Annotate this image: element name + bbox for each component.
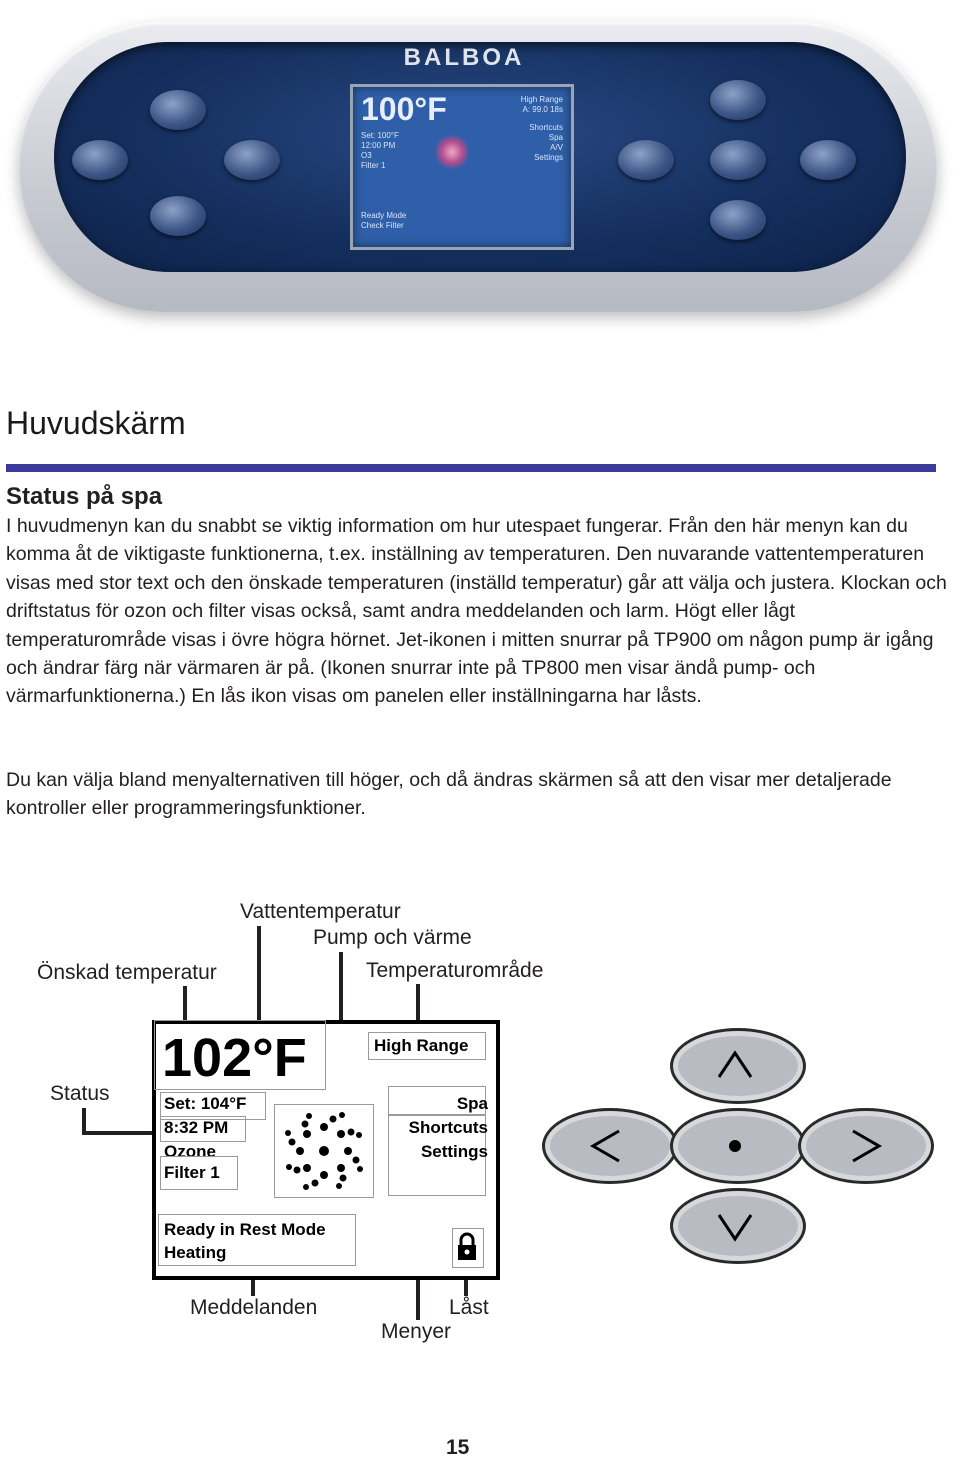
screen-range: High Range (374, 1036, 469, 1055)
section-heading: Status på spa (6, 483, 163, 510)
callout-status: Status (50, 1082, 110, 1105)
select-button[interactable] (670, 1108, 806, 1184)
control-panel-photo (0, 0, 960, 330)
screen-message-1: Ready in Rest Mode (164, 1220, 326, 1239)
lcd-left-info: Set: 100°F 12:00 PM O3 Filter 1 (361, 131, 399, 170)
left-button[interactable] (542, 1108, 678, 1184)
page-title: Huvudskärm (6, 405, 186, 441)
panel-button-left-2 (224, 140, 280, 180)
screen-temperature: 102°F (162, 1028, 307, 1088)
panel-button-down (710, 200, 766, 240)
chevron-up-icon (673, 1031, 803, 1101)
jet-icon (275, 1105, 373, 1197)
panel-button-left-arrow (618, 140, 674, 180)
up-button[interactable] (670, 1028, 806, 1104)
right-button[interactable] (798, 1108, 934, 1184)
screen-menu-shortcuts[interactable]: Shortcuts (408, 1118, 488, 1137)
callout-pump-heat: Pump och värme (313, 926, 472, 949)
panel-button-up (710, 80, 766, 120)
screen-menu-spa[interactable]: Spa (456, 1094, 488, 1113)
screen-set-temp: Set: 104°F (164, 1094, 247, 1113)
lcd-temperature: 100°F (361, 91, 447, 127)
callout-lock: Låst (449, 1296, 489, 1319)
title-rule (6, 464, 936, 472)
lcd-screen (152, 1020, 500, 1280)
screen-ozone: Ozone (164, 1142, 216, 1161)
lcd-messages: Ready Mode Check Filter (361, 211, 407, 230)
screen-time: 8:32 PM (164, 1118, 229, 1137)
panel-button-left-top (150, 90, 206, 130)
chevron-down-icon (673, 1191, 803, 1261)
dot-icon (673, 1111, 803, 1181)
callout-set-temp: Önskad temperatur (37, 961, 217, 984)
panel-button-right-arrow (800, 140, 856, 180)
panel-lcd (350, 84, 574, 250)
screen-filter: Filter 1 (164, 1163, 220, 1182)
panel-button-left-bottom (150, 196, 206, 236)
screen-message-2: Heating (164, 1243, 227, 1262)
leader-status-h (82, 1131, 162, 1135)
callout-messages: Meddelanden (190, 1296, 318, 1319)
body-paragraph-1: I huvudmenyn kan du snabbt se viktig information om hur utespaet fungerar. Från den här menyn kan du komma åt de viktigaste funktionerna, t.ex. inställning av temperaturen. Den nuvarande vattentemperaturen visas med stor text och den önskade temperaturen (inställd temperatur) går att välja och justera. Klockan och driftstatus för ozon och filter visas också, samt andra meddelanden och larm. Högt eller lågt temperaturområde visas i övre högra hörnet. Jet-ikonen i mitten snurrar på TP900 om någon pump är igång och ändrar färg när värmaren är på. (Ikonen snurrar inte på TP800 men visar ändå pump- och värmarfunktionerna.) En lås ikon visas om panelen eller inställningarna har låsts. (6, 515, 947, 708)
lock-icon (456, 1232, 478, 1262)
chevron-left-icon (545, 1111, 675, 1181)
jet-icon-dots (285, 1112, 363, 1190)
chevron-right-icon (801, 1111, 931, 1181)
screen-menu-settings[interactable]: Settings (420, 1142, 488, 1161)
page-number: 15 (446, 1436, 470, 1459)
jet-box (274, 1104, 374, 1198)
lcd-right-info: High Range A: 99.0 18s Shortcuts Spa A/V Settings (520, 95, 563, 162)
callout-menus: Menyer (381, 1320, 452, 1343)
lcd-jet-icon (435, 135, 469, 169)
panel-button-left-1 (72, 140, 128, 180)
panel-button-center (710, 140, 766, 180)
brand-logo: BALBOA (403, 44, 525, 71)
callout-temp-range: Temperaturområde (366, 959, 544, 982)
callout-water-temp: Vattentemperatur (240, 900, 401, 923)
down-button[interactable] (670, 1188, 806, 1264)
body-paragraph-2: Du kan välja bland menyalternativen till höger, och då ändras skärmen så att den visar mer detaljerade kontroller eller programmeringsfunktioner. (6, 769, 892, 820)
